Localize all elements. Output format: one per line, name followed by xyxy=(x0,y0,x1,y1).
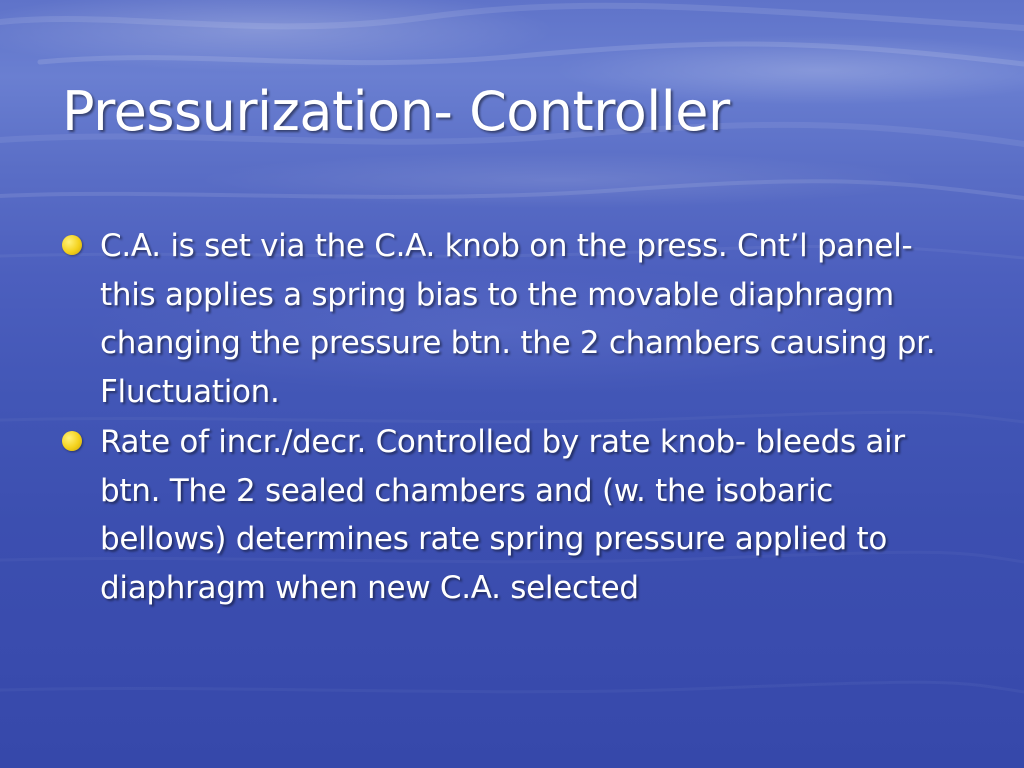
bullet-list xyxy=(62,222,962,614)
bullet-item xyxy=(62,222,962,416)
bullet-item xyxy=(62,418,962,612)
yellow-dot-bullet-icon xyxy=(62,235,82,255)
bullet-text: Rate of incr./decr. Controlled by rate knob- bleeds air btn. The 2 sealed chambers and (w. the isobaric bellows) determines rate spring pressure applied to diaphragm when new C.A. selected xyxy=(100,424,905,606)
bullet-text: C.A. is set via the C.A. knob on the press. Cnt’l panel- this applies a spring bias to the movable diaphragm changing the pressure btn. the 2 chambers causing pr. Fluctuation. xyxy=(100,228,936,410)
yellow-dot-bullet-icon xyxy=(62,431,82,451)
slide-title: Pressurization- Controller xyxy=(62,80,730,143)
